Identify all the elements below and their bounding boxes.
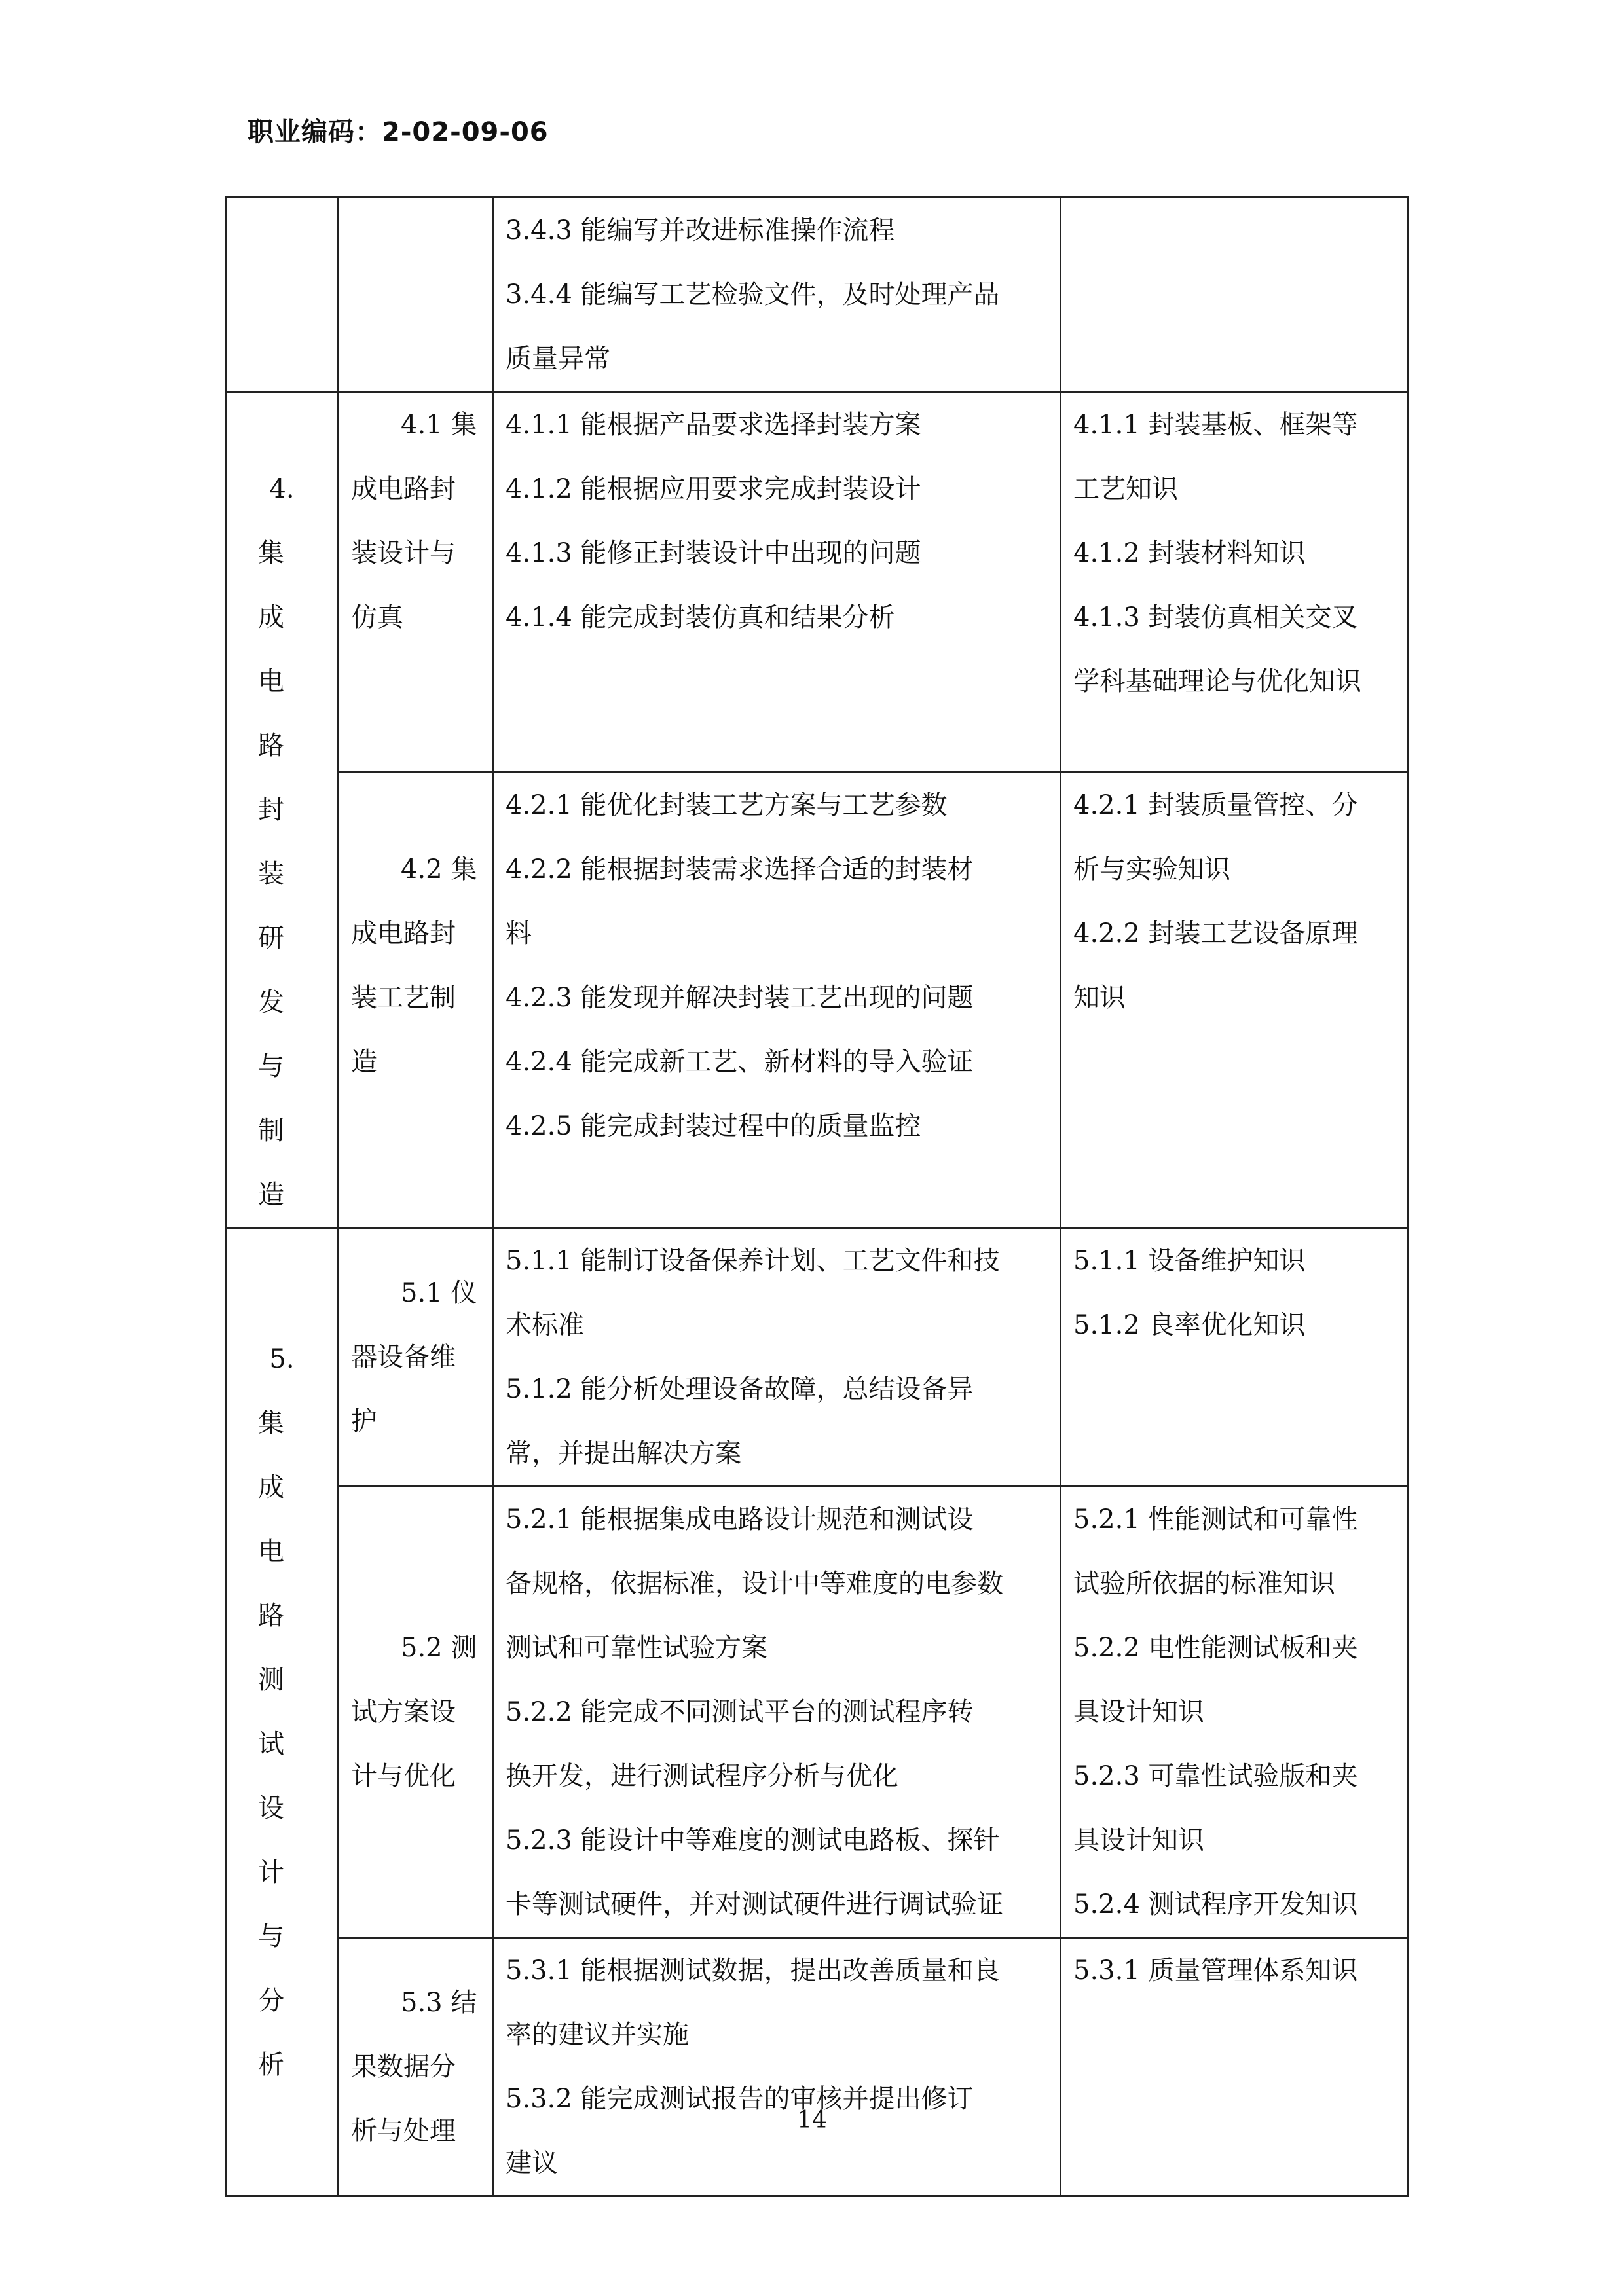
knowledge-line: 4.2.1 封装质量管控、分 [1073, 790, 1358, 820]
knowledge-line: 5.2.4 测试程序开发知识 [1073, 1889, 1358, 1920]
subject-line: 造 [351, 1046, 377, 1077]
category-line: 集 成 [258, 1408, 284, 1503]
category-line: 测 试 [258, 1665, 284, 1759]
skill-line: 4.1.1 能根据产品要求选择封装方案 [506, 410, 921, 440]
category-cell [226, 198, 339, 392]
category-line: 析 [258, 2050, 284, 2080]
category-line: 5. [269, 1344, 295, 1374]
knowledge-cell [1061, 1938, 1409, 2196]
subject-line: 装设计与 [351, 538, 456, 568]
knowledge-line: 5.2.3 可靠性试验版和夹 [1073, 1761, 1358, 1791]
skill-line: 5.2.1 能根据集成电路设计规范和测试设 [506, 1504, 974, 1535]
subject-line: 计与优化 [351, 1761, 456, 1791]
skill-line: 4.2.3 能发现并解决封装工艺出现的问题 [506, 982, 974, 1013]
table-row [226, 392, 1409, 773]
knowledge-line: 学科基础理论与优化知识 [1073, 666, 1361, 697]
subject-line: 试方案设 [351, 1697, 456, 1727]
subject-line: 析与处理 [351, 2116, 456, 2146]
knowledge-line: 试验所依据的标准知识 [1073, 1569, 1335, 1599]
category-cell [226, 1228, 339, 2196]
subject-line: 器设备维 [351, 1342, 456, 1372]
table-row [226, 772, 1409, 1228]
category-line: 设 计 [258, 1793, 284, 1887]
category-line: 电 路 [258, 1537, 284, 1631]
subject-line: 5.2 测 [401, 1633, 477, 1663]
category-line: 4. [269, 474, 295, 504]
subject-cell [339, 392, 493, 773]
subject-line: 成电路封 [351, 918, 456, 949]
knowledge-cell [1061, 198, 1409, 392]
table-row [226, 1228, 1409, 1487]
skill-line: 测试和可靠性试验方案 [506, 1633, 767, 1663]
knowledge-line: 4.1.2 封装材料知识 [1073, 538, 1306, 568]
skill-line: 换开发，进行测试程序分析与优化 [506, 1761, 898, 1791]
subject-line: 4.1 集 [401, 410, 477, 440]
skill-line: 4.1.3 能修正封装设计中出现的问题 [506, 538, 921, 568]
knowledge-line: 析与实验知识 [1073, 854, 1230, 884]
table-row [226, 1938, 1409, 2196]
skill-line: 4.2.1 能优化封装工艺方案与工艺参数 [506, 790, 948, 820]
knowledge-line: 具设计知识 [1073, 1825, 1204, 1855]
occupation-code: 职业编码：2-02-09-06 [248, 117, 549, 147]
skill-line: 4.2.5 能完成封装过程中的质量监控 [506, 1110, 921, 1141]
skill-line: 5.2.3 能设计中等难度的测试电路板、探针 [506, 1825, 1000, 1855]
skill-line: 5.2.2 能完成不同测试平台的测试程序转 [506, 1697, 974, 1727]
skill-line: 建议 [506, 2148, 558, 2178]
subject-line: 护 [351, 1406, 377, 1436]
subject-cell [339, 772, 493, 1228]
subject-line: 成电路封 [351, 474, 456, 504]
skill-line: 4.1.2 能根据应用要求完成封装设计 [506, 474, 921, 504]
subject-cell [339, 1228, 493, 1487]
skill-line: 3.4.3 能编写并改进标准操作流程 [506, 215, 895, 246]
subject-line: 5.1 仪 [401, 1278, 477, 1308]
category-line: 研 发 [258, 923, 284, 1017]
knowledge-line: 4.1.1 封装基板、框架等 [1073, 410, 1358, 440]
skills-cell [493, 1228, 1061, 1487]
skills-cell [493, 772, 1061, 1228]
knowledge-line: 4.2.2 封装工艺设备原理 [1073, 918, 1358, 949]
skills-cell [493, 1938, 1061, 2196]
knowledge-line: 5.2.1 性能测试和可靠性 [1073, 1504, 1358, 1535]
skill-line: 4.1.4 能完成封装仿真和结果分析 [506, 602, 895, 632]
subject-cell [339, 1938, 493, 2196]
skills-cell [493, 392, 1061, 773]
category-line: 造 [258, 1180, 284, 1210]
knowledge-line: 5.1.2 良率优化知识 [1073, 1310, 1306, 1340]
knowledge-line: 工艺知识 [1073, 474, 1178, 504]
skill-line: 术标准 [506, 1310, 584, 1340]
subject-line: 5.3 结 [401, 1988, 477, 2018]
skill-line: 料 [506, 918, 532, 949]
skill-line: 4.2.2 能根据封装需求选择合适的封装材 [506, 854, 974, 884]
knowledge-line: 5.3.1 质量管理体系知识 [1073, 1956, 1358, 1986]
knowledge-line: 5.1.1 设备维护知识 [1073, 1246, 1306, 1276]
subject-line: 装工艺制 [351, 982, 456, 1013]
page-number: 14 [797, 2107, 827, 2134]
subject-line: 4.2 集 [401, 854, 477, 884]
skill-line: 5.3.2 能完成测试报告的审核并提出修订 [506, 2084, 974, 2114]
knowledge-line: 4.1.3 封装仿真相关交叉 [1073, 602, 1358, 632]
category-line: 与 制 [258, 1051, 284, 1146]
skill-line: 5.1.1 能制订设备保养计划、工艺文件和技 [506, 1246, 1000, 1276]
subject-line: 仿真 [351, 602, 403, 632]
skills-cell [493, 198, 1061, 392]
skill-line: 5.3.1 能根据测试数据，提出改善质量和良 [506, 1956, 1000, 1986]
category-line: 封 装 [258, 795, 284, 889]
knowledge-line: 5.2.2 电性能测试板和夹 [1073, 1633, 1358, 1663]
knowledge-cell [1061, 392, 1409, 773]
table-row [226, 1487, 1409, 1938]
knowledge-cell [1061, 772, 1409, 1228]
category-line: 与 分 [258, 1922, 284, 2016]
knowledge-line: 具设计知识 [1073, 1697, 1204, 1727]
skill-line: 率的建议并实施 [506, 2020, 689, 2050]
knowledge-cell [1061, 1487, 1409, 1938]
skill-line: 5.1.2 能分析处理设备故障，总结设备异 [506, 1374, 974, 1404]
category-cell [226, 392, 339, 1228]
category-line: 电 路 [258, 666, 284, 761]
skill-line: 3.4.4 能编写工艺检验文件，及时处理产品 [506, 280, 1000, 310]
skill-line: 卡等测试硬件，并对测试硬件进行调试验证 [506, 1889, 1003, 1920]
category-line: 集 成 [258, 538, 284, 632]
subject-cell [339, 1487, 493, 1938]
skills-cell [493, 1487, 1061, 1938]
skill-line: 4.2.4 能完成新工艺、新材料的导入验证 [506, 1046, 974, 1077]
knowledge-line: 知识 [1073, 982, 1126, 1013]
skill-line: 备规格，依据标准，设计中等难度的电参数 [506, 1569, 1003, 1599]
skill-line: 质量异常 [506, 344, 610, 374]
subject-cell [339, 198, 493, 392]
skill-requirements-table [225, 196, 1409, 2197]
skill-line: 常，并提出解决方案 [506, 1438, 741, 1468]
table-row [226, 198, 1409, 392]
subject-line: 果数据分 [351, 2052, 456, 2082]
knowledge-cell [1061, 1228, 1409, 1487]
